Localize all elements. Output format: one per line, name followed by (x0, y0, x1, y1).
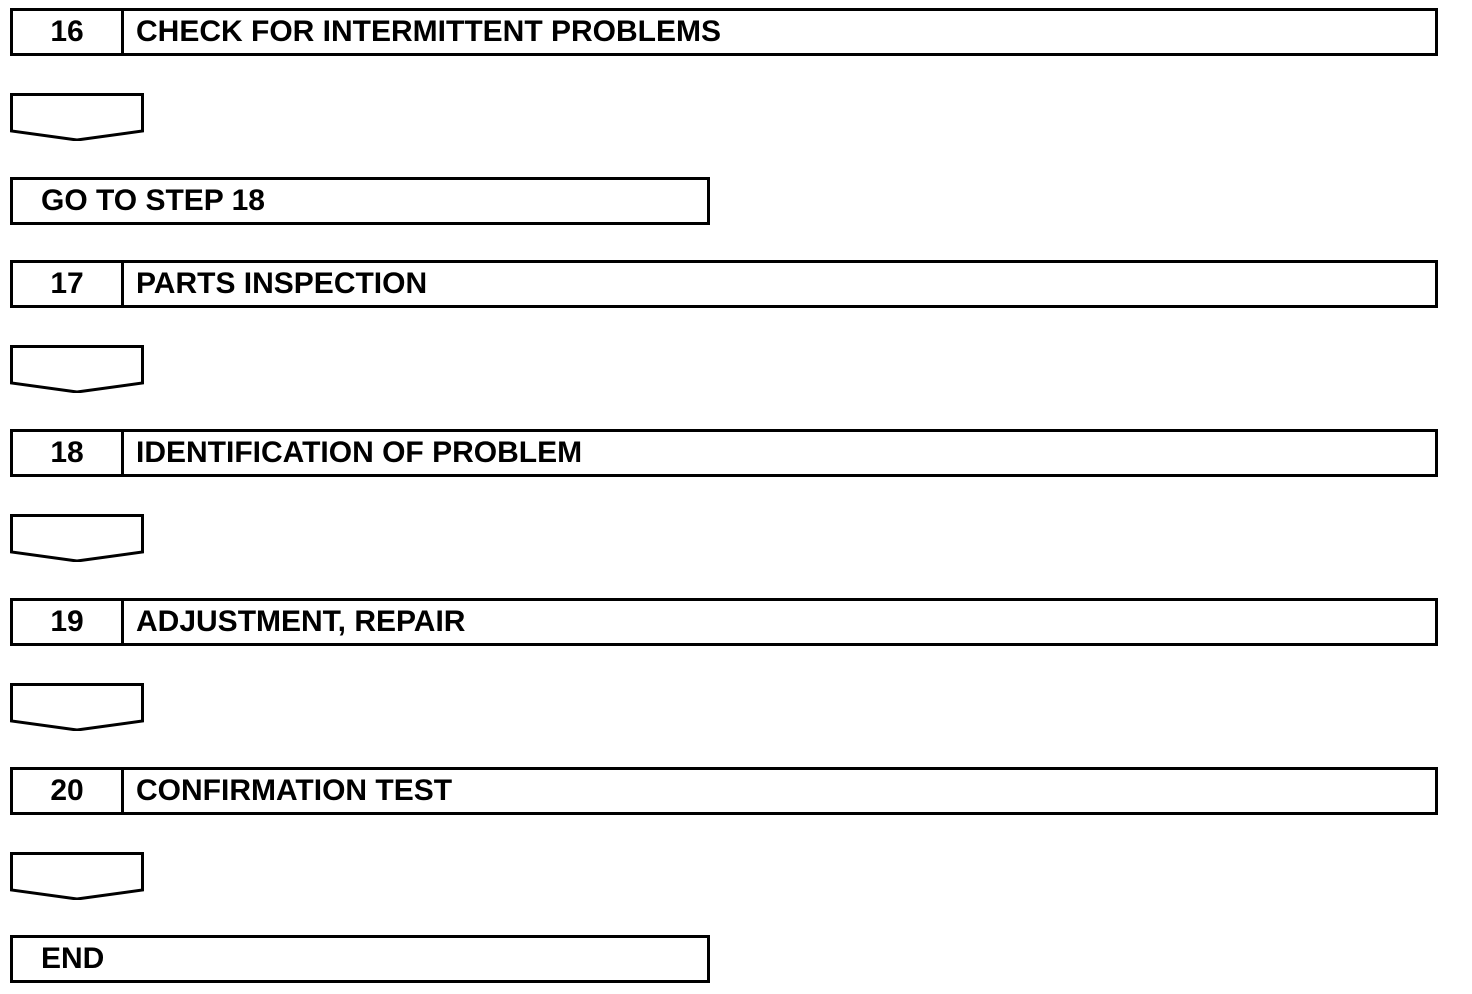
end-box: END (10, 935, 710, 983)
step-16-box (10, 8, 1438, 56)
step-title: ADJUSTMENT, REPAIR (136, 605, 466, 638)
step-title: PARTS INSPECTION (136, 267, 428, 300)
step-title: CHECK FOR INTERMITTENT PROBLEMS (136, 15, 721, 48)
step-18-box (10, 429, 1438, 477)
step-17-box (10, 260, 1438, 308)
flow-arrow-down-icon (10, 514, 144, 562)
goto-step-18-box: GO TO STEP 18 (10, 177, 710, 225)
step-20-box (10, 767, 1438, 815)
flow-arrow-down-icon (10, 345, 144, 393)
step-number: 16 (13, 11, 124, 53)
flow-arrow-down-icon (10, 93, 144, 141)
flow-arrow-down-icon (10, 852, 144, 900)
step-19-box (10, 598, 1438, 646)
step-number: 18 (13, 432, 124, 474)
step-number: 20 (13, 770, 124, 812)
step-title: CONFIRMATION TEST (136, 774, 453, 807)
flow-arrow-down-icon (10, 683, 144, 731)
step-title: IDENTIFICATION OF PROBLEM (136, 436, 583, 469)
step-number: 17 (13, 263, 124, 305)
step-number: 19 (13, 601, 124, 643)
